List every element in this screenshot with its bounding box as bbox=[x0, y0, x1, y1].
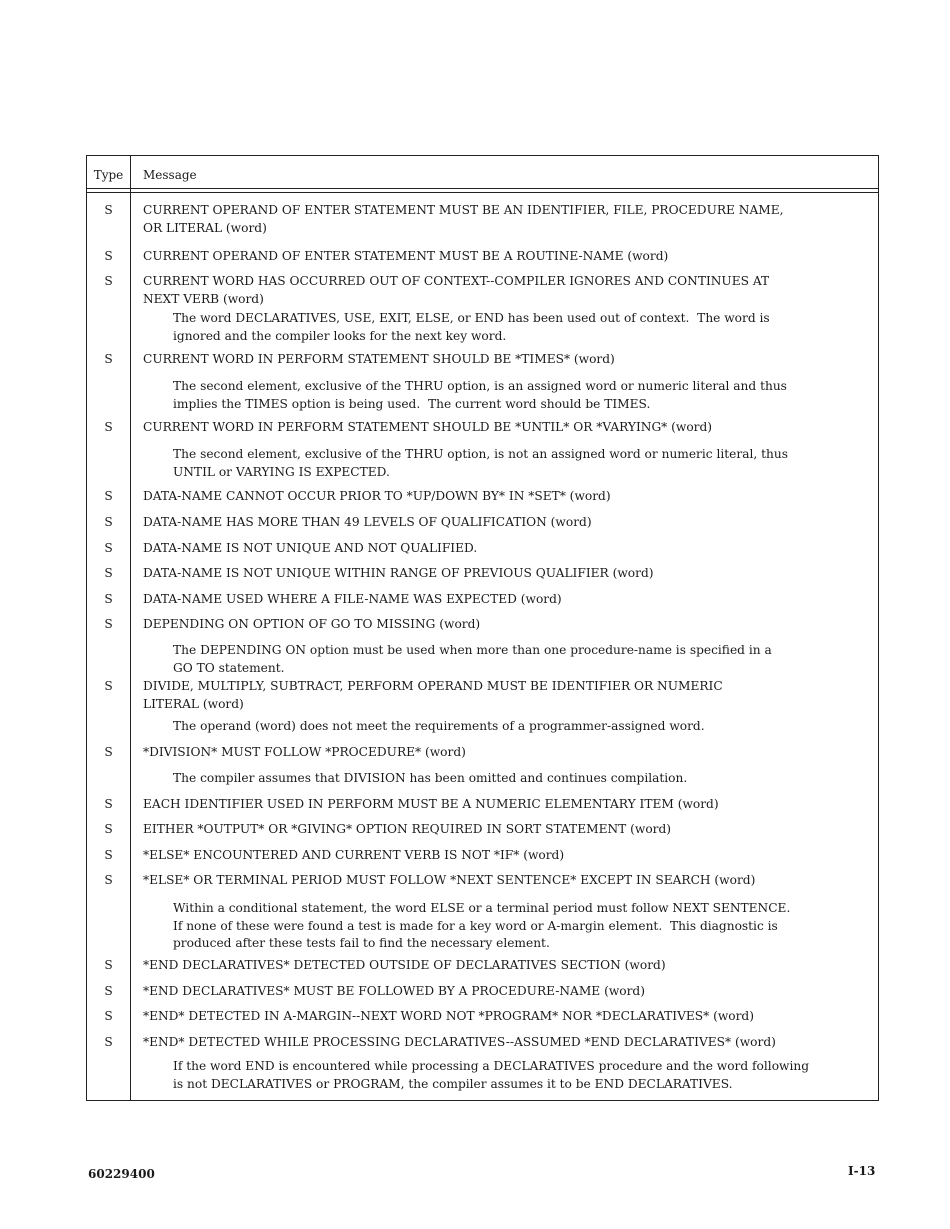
message-line: CURRENT WORD HAS OCCURRED OUT OF CONTEXT--COMPILER IGNORES AND CONTINUES AT bbox=[143, 274, 770, 288]
message-text bbox=[143, 591, 562, 609]
message-line: If none of these were found a test is made for a key word or A-margin element. This diagnostic is bbox=[173, 918, 778, 933]
explanation-text bbox=[173, 378, 787, 413]
message-line: NEXT VERB (word) bbox=[143, 291, 264, 306]
message-text bbox=[143, 419, 712, 437]
message-text bbox=[143, 616, 480, 634]
message-text bbox=[143, 821, 671, 839]
message-line: Within a conditional statement, the word ELSE or a terminal period must follow NEXT SENTENCE. bbox=[173, 901, 791, 915]
message-type: S bbox=[104, 822, 113, 836]
message-line: CURRENT WORD IN PERFORM STATEMENT SHOULD BE *TIMES* (word) bbox=[143, 352, 615, 366]
message-line: DEPENDING ON OPTION OF GO TO MISSING (word) bbox=[143, 617, 481, 631]
explanation-text bbox=[173, 770, 687, 788]
message-line: *DIVISION* MUST FOLLOW *PROCEDURE* (word) bbox=[143, 745, 466, 759]
header-message: Message bbox=[143, 168, 197, 182]
message-line: UNTIL or VARYING IS EXPECTED. bbox=[173, 464, 390, 479]
message-line: The second element, exclusive of the THRU option, is not an assigned word or numeric literal, thus bbox=[173, 447, 788, 461]
message-type: S bbox=[104, 1035, 113, 1049]
message-line: CURRENT WORD IN PERFORM STATEMENT SHOULD BE *UNTIL* OR *VARYING* (word) bbox=[143, 420, 713, 434]
explanation-text bbox=[173, 446, 788, 481]
message-line: The word DECLARATIVES, USE, EXIT, ELSE, or END has been used out of context. The word is bbox=[173, 311, 770, 325]
header-type: Type bbox=[93, 168, 124, 182]
message-type: S bbox=[104, 203, 113, 217]
message-type: S bbox=[104, 617, 113, 631]
page-number: I-13 bbox=[848, 1164, 876, 1178]
message-line: EACH IDENTIFIER USED IN PERFORM MUST BE A NUMERIC ELEMENTARY ITEM (word) bbox=[143, 797, 719, 811]
message-text bbox=[143, 488, 611, 506]
message-line: *END DECLARATIVES* DETECTED OUTSIDE OF DECLARATIVES SECTION (word) bbox=[143, 958, 666, 972]
message-text bbox=[143, 514, 592, 532]
message-text bbox=[143, 872, 755, 890]
message-text bbox=[143, 540, 477, 558]
message-line: produced after these tests fail to find the necessary element. bbox=[173, 936, 550, 950]
message-line: EITHER *OUTPUT* OR *GIVING* OPTION REQUIRED IN SORT STATEMENT (word) bbox=[143, 822, 672, 836]
message-type: S bbox=[104, 984, 113, 998]
message-line: The second element, exclusive of the THRU option, is an assigned word or numeric literal and thus bbox=[173, 379, 787, 393]
header-rule bbox=[87, 188, 878, 189]
explanation-text bbox=[173, 1058, 809, 1093]
message-line: The operand (word) does not meet the requirements of a programmer-assigned word. bbox=[173, 719, 705, 733]
message-type: S bbox=[104, 541, 113, 555]
message-text bbox=[143, 273, 769, 308]
message-type: S bbox=[104, 873, 113, 887]
explanation-text bbox=[173, 310, 770, 345]
message-type: S bbox=[104, 489, 113, 503]
message-line: is not DECLARATIVES or PROGRAM, the compiler assumes it to be END DECLARATIVES. bbox=[173, 1076, 733, 1091]
message-type: S bbox=[104, 745, 113, 759]
message-line: OR LITERAL (word) bbox=[143, 220, 267, 235]
message-line: The DEPENDING ON option must be used when more than one procedure-name is specified in a bbox=[173, 643, 772, 657]
message-line: *END* DETECTED WHILE PROCESSING DECLARATIVES--ASSUMED *END DECLARATIVES* (word) bbox=[143, 1035, 776, 1049]
message-type: S bbox=[104, 958, 113, 972]
message-line: DATA-NAME IS NOT UNIQUE WITHIN RANGE OF PREVIOUS QUALIFIER (word) bbox=[143, 566, 654, 580]
message-type: S bbox=[104, 592, 113, 606]
message-line: DIVIDE, MULTIPLY, SUBTRACT, PERFORM OPERAND MUST BE IDENTIFIER OR NUMERIC bbox=[143, 679, 723, 693]
message-text bbox=[143, 248, 668, 266]
message-line: LITERAL (word) bbox=[143, 696, 244, 711]
message-text bbox=[143, 351, 615, 369]
message-line: implies the TIMES option is being used. The current word should be TIMES. bbox=[173, 396, 651, 411]
message-text bbox=[143, 847, 564, 865]
header-rule bbox=[87, 192, 878, 193]
message-line: ignored and the compiler looks for the next key word. bbox=[173, 328, 507, 343]
message-line: CURRENT OPERAND OF ENTER STATEMENT MUST BE AN IDENTIFIER, FILE, PROCEDURE NAME, bbox=[143, 203, 784, 217]
explanation-text bbox=[173, 718, 705, 736]
message-text bbox=[143, 796, 719, 814]
message-type: S bbox=[104, 1009, 113, 1023]
message-type: S bbox=[104, 566, 113, 580]
message-text bbox=[143, 202, 784, 237]
message-text bbox=[143, 983, 645, 1001]
message-line: *ELSE* ENCOUNTERED AND CURRENT VERB IS NOT *IF* (word) bbox=[143, 848, 565, 862]
message-line: *END DECLARATIVES* MUST BE FOLLOWED BY A PROCEDURE-NAME (word) bbox=[143, 984, 645, 998]
message-type: S bbox=[104, 420, 113, 434]
message-line: CURRENT OPERAND OF ENTER STATEMENT MUST BE A ROUTINE-NAME (word) bbox=[143, 249, 669, 263]
message-text bbox=[143, 1034, 776, 1052]
message-type: S bbox=[104, 679, 113, 693]
explanation-text bbox=[173, 900, 790, 953]
message-line: *END* DETECTED IN A-MARGIN--NEXT WORD NOT *PROGRAM* NOR *DECLARATIVES* (word) bbox=[143, 1009, 754, 1023]
message-line: *ELSE* OR TERMINAL PERIOD MUST FOLLOW *NEXT SENTENCE* EXCEPT IN SEARCH (word) bbox=[143, 873, 756, 887]
document-number: 60229400 bbox=[88, 1167, 155, 1181]
diagnostics-table bbox=[86, 155, 879, 1101]
message-text bbox=[143, 744, 466, 762]
message-line: DATA-NAME CANNOT OCCUR PRIOR TO *UP/DOWN BY* IN *SET* (word) bbox=[143, 489, 611, 503]
message-type: S bbox=[104, 797, 113, 811]
message-type: S bbox=[104, 274, 113, 288]
column-divider bbox=[130, 156, 131, 1100]
explanation-text bbox=[173, 642, 772, 677]
message-line: DATA-NAME USED WHERE A FILE-NAME WAS EXPECTED (word) bbox=[143, 592, 562, 606]
message-line: GO TO statement. bbox=[173, 660, 285, 675]
message-type: S bbox=[104, 249, 113, 263]
message-text bbox=[143, 565, 654, 583]
message-text bbox=[143, 1008, 754, 1026]
message-text bbox=[143, 678, 723, 713]
message-text bbox=[143, 957, 666, 975]
message-line: If the word END is encountered while processing a DECLARATIVES procedure and the word following bbox=[173, 1059, 810, 1073]
message-line: DATA-NAME IS NOT UNIQUE AND NOT QUALIFIED. bbox=[143, 541, 478, 555]
message-type: S bbox=[104, 515, 113, 529]
message-line: DATA-NAME HAS MORE THAN 49 LEVELS OF QUALIFICATION (word) bbox=[143, 515, 592, 529]
message-type: S bbox=[104, 352, 113, 366]
message-line: The compiler assumes that DIVISION has been omitted and continues compilation. bbox=[173, 771, 688, 785]
message-type: S bbox=[104, 848, 113, 862]
